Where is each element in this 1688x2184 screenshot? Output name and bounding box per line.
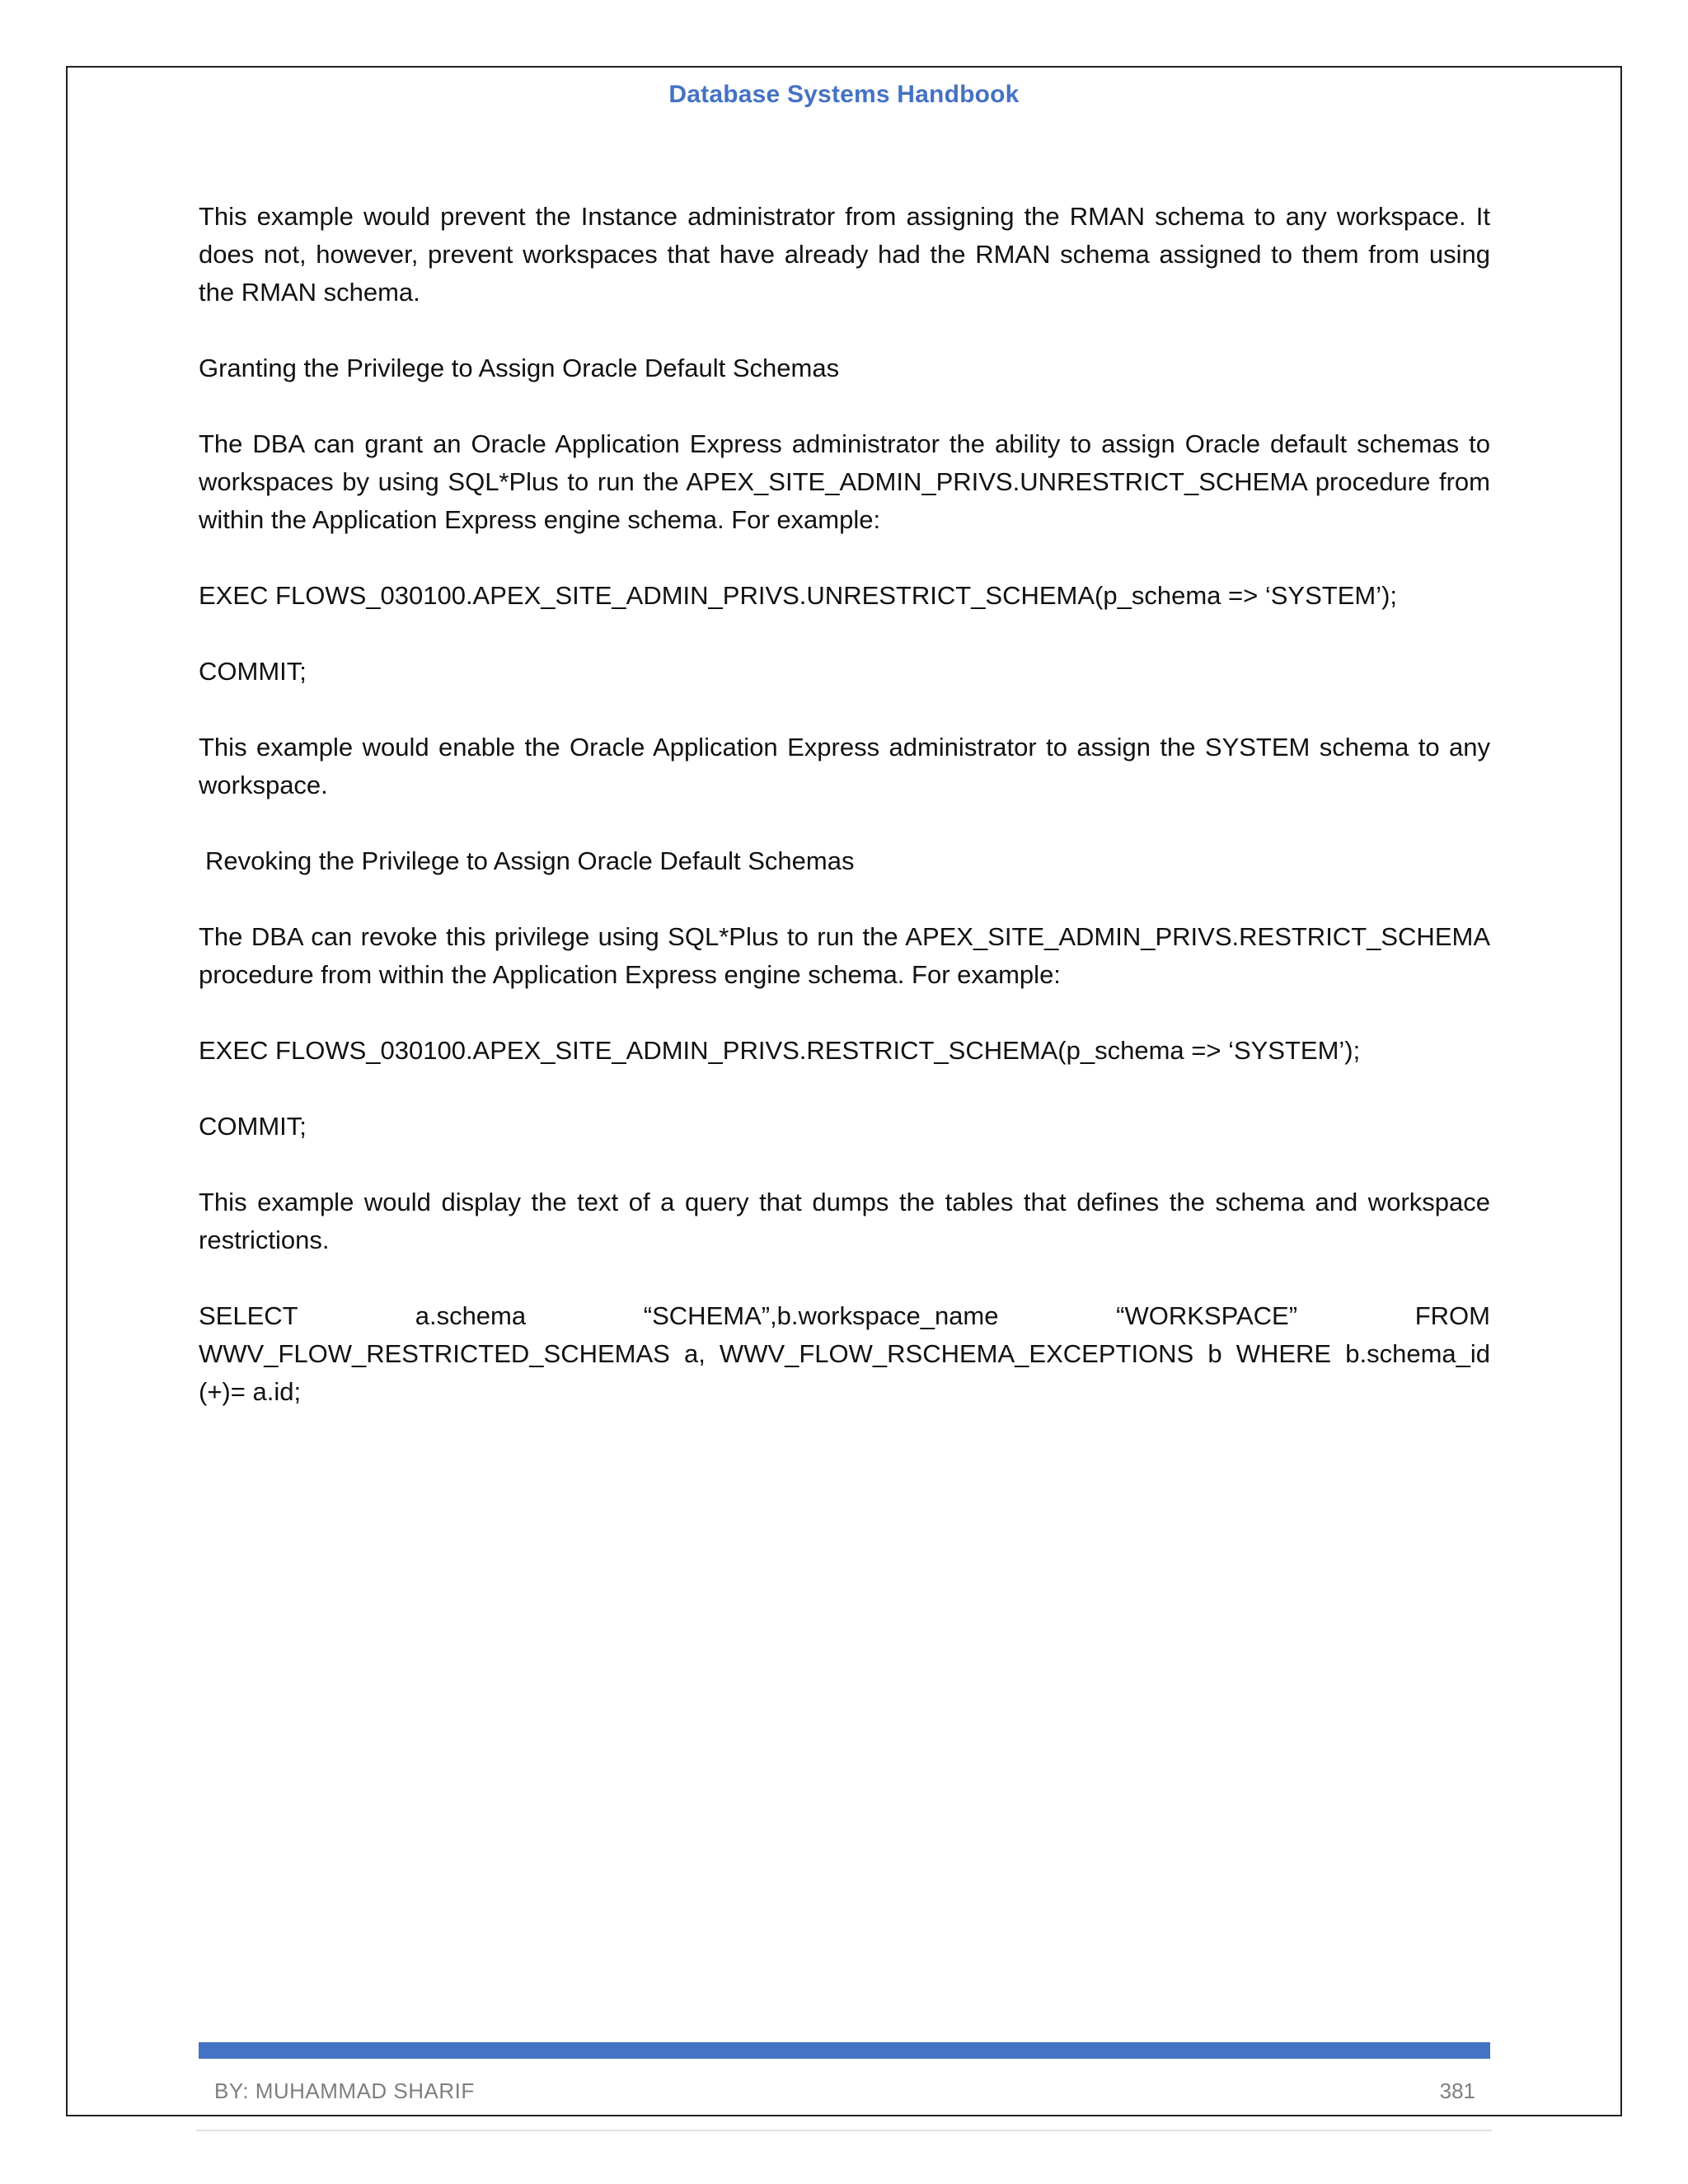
paragraph-query-description: This example would display the text of a query that dumps the tables that defines the schema and workspace restrictions. [199, 1188, 1490, 1254]
code-select-query: SELECT a.schema “SCHEMA”,b.workspace_name “WORKSPACE” FROM WWV_FLOW_RESTRICTED_SCHEMAS a, WWV_FLOW_RSCHEMA_EXCEPTIONS b WHERE b.schema_id (+)= a.id; [199, 1301, 1490, 1406]
paragraph-rman-restriction: This example would prevent the Instance administrator from assigning the RMAN schema to any workspace. It does not, however, prevent workspaces that have already had the RMAN schema assigned to them from using the RMAN schema. [199, 202, 1490, 307]
footer-accent-bar [199, 2042, 1490, 2059]
paragraph-enable-system-schema: This example would enable the Oracle Application Express administrator to assign the SYSTEM schema to any workspace. [199, 733, 1490, 799]
code-commit-2: COMMIT; [199, 1112, 307, 1141]
code-unrestrict-schema: EXEC FLOWS_030100.APEX_SITE_ADMIN_PRIVS.UNRESTRICT_SCHEMA(p_schema => ‘SYSTEM’); [199, 581, 1398, 610]
heading-revoking-privilege: Revoking the Privilege to Assign Oracle Default Schemas [205, 846, 855, 875]
heading-granting-privilege: Granting the Privilege to Assign Oracle Default Schemas [199, 354, 840, 382]
page-body [199, 198, 1490, 1449]
code-restrict-schema: EXEC FLOWS_030100.APEX_SITE_ADMIN_PRIVS.RESTRICT_SCHEMA(p_schema => ‘SYSTEM’); [199, 1036, 1361, 1065]
paragraph-revoke-description: The DBA can revoke this privilege using SQL*Plus to run the APEX_SITE_ADMIN_PRIVS.RESTRICT_SCHEMA procedure from within the Application Express engine schema. For example: [199, 922, 1490, 989]
running-header-title: Database Systems Handbook [668, 81, 1020, 108]
footer-author: BY: MUHAMMAD SHARIF [214, 2079, 475, 2103]
code-commit-1: COMMIT; [199, 657, 307, 686]
paragraph-grant-description: The DBA can grant an Oracle Application Express administrator the ability to assign Oracle default schemas to workspaces by using SQL*Plus to run the APEX_SITE_ADMIN_PRIVS.UNRESTRICT_SCHEMA procedure from within the Application Express engine schema. For example: [199, 429, 1490, 534]
page-number: 381 [1439, 2079, 1475, 2103]
bottom-divider [196, 2130, 1492, 2131]
